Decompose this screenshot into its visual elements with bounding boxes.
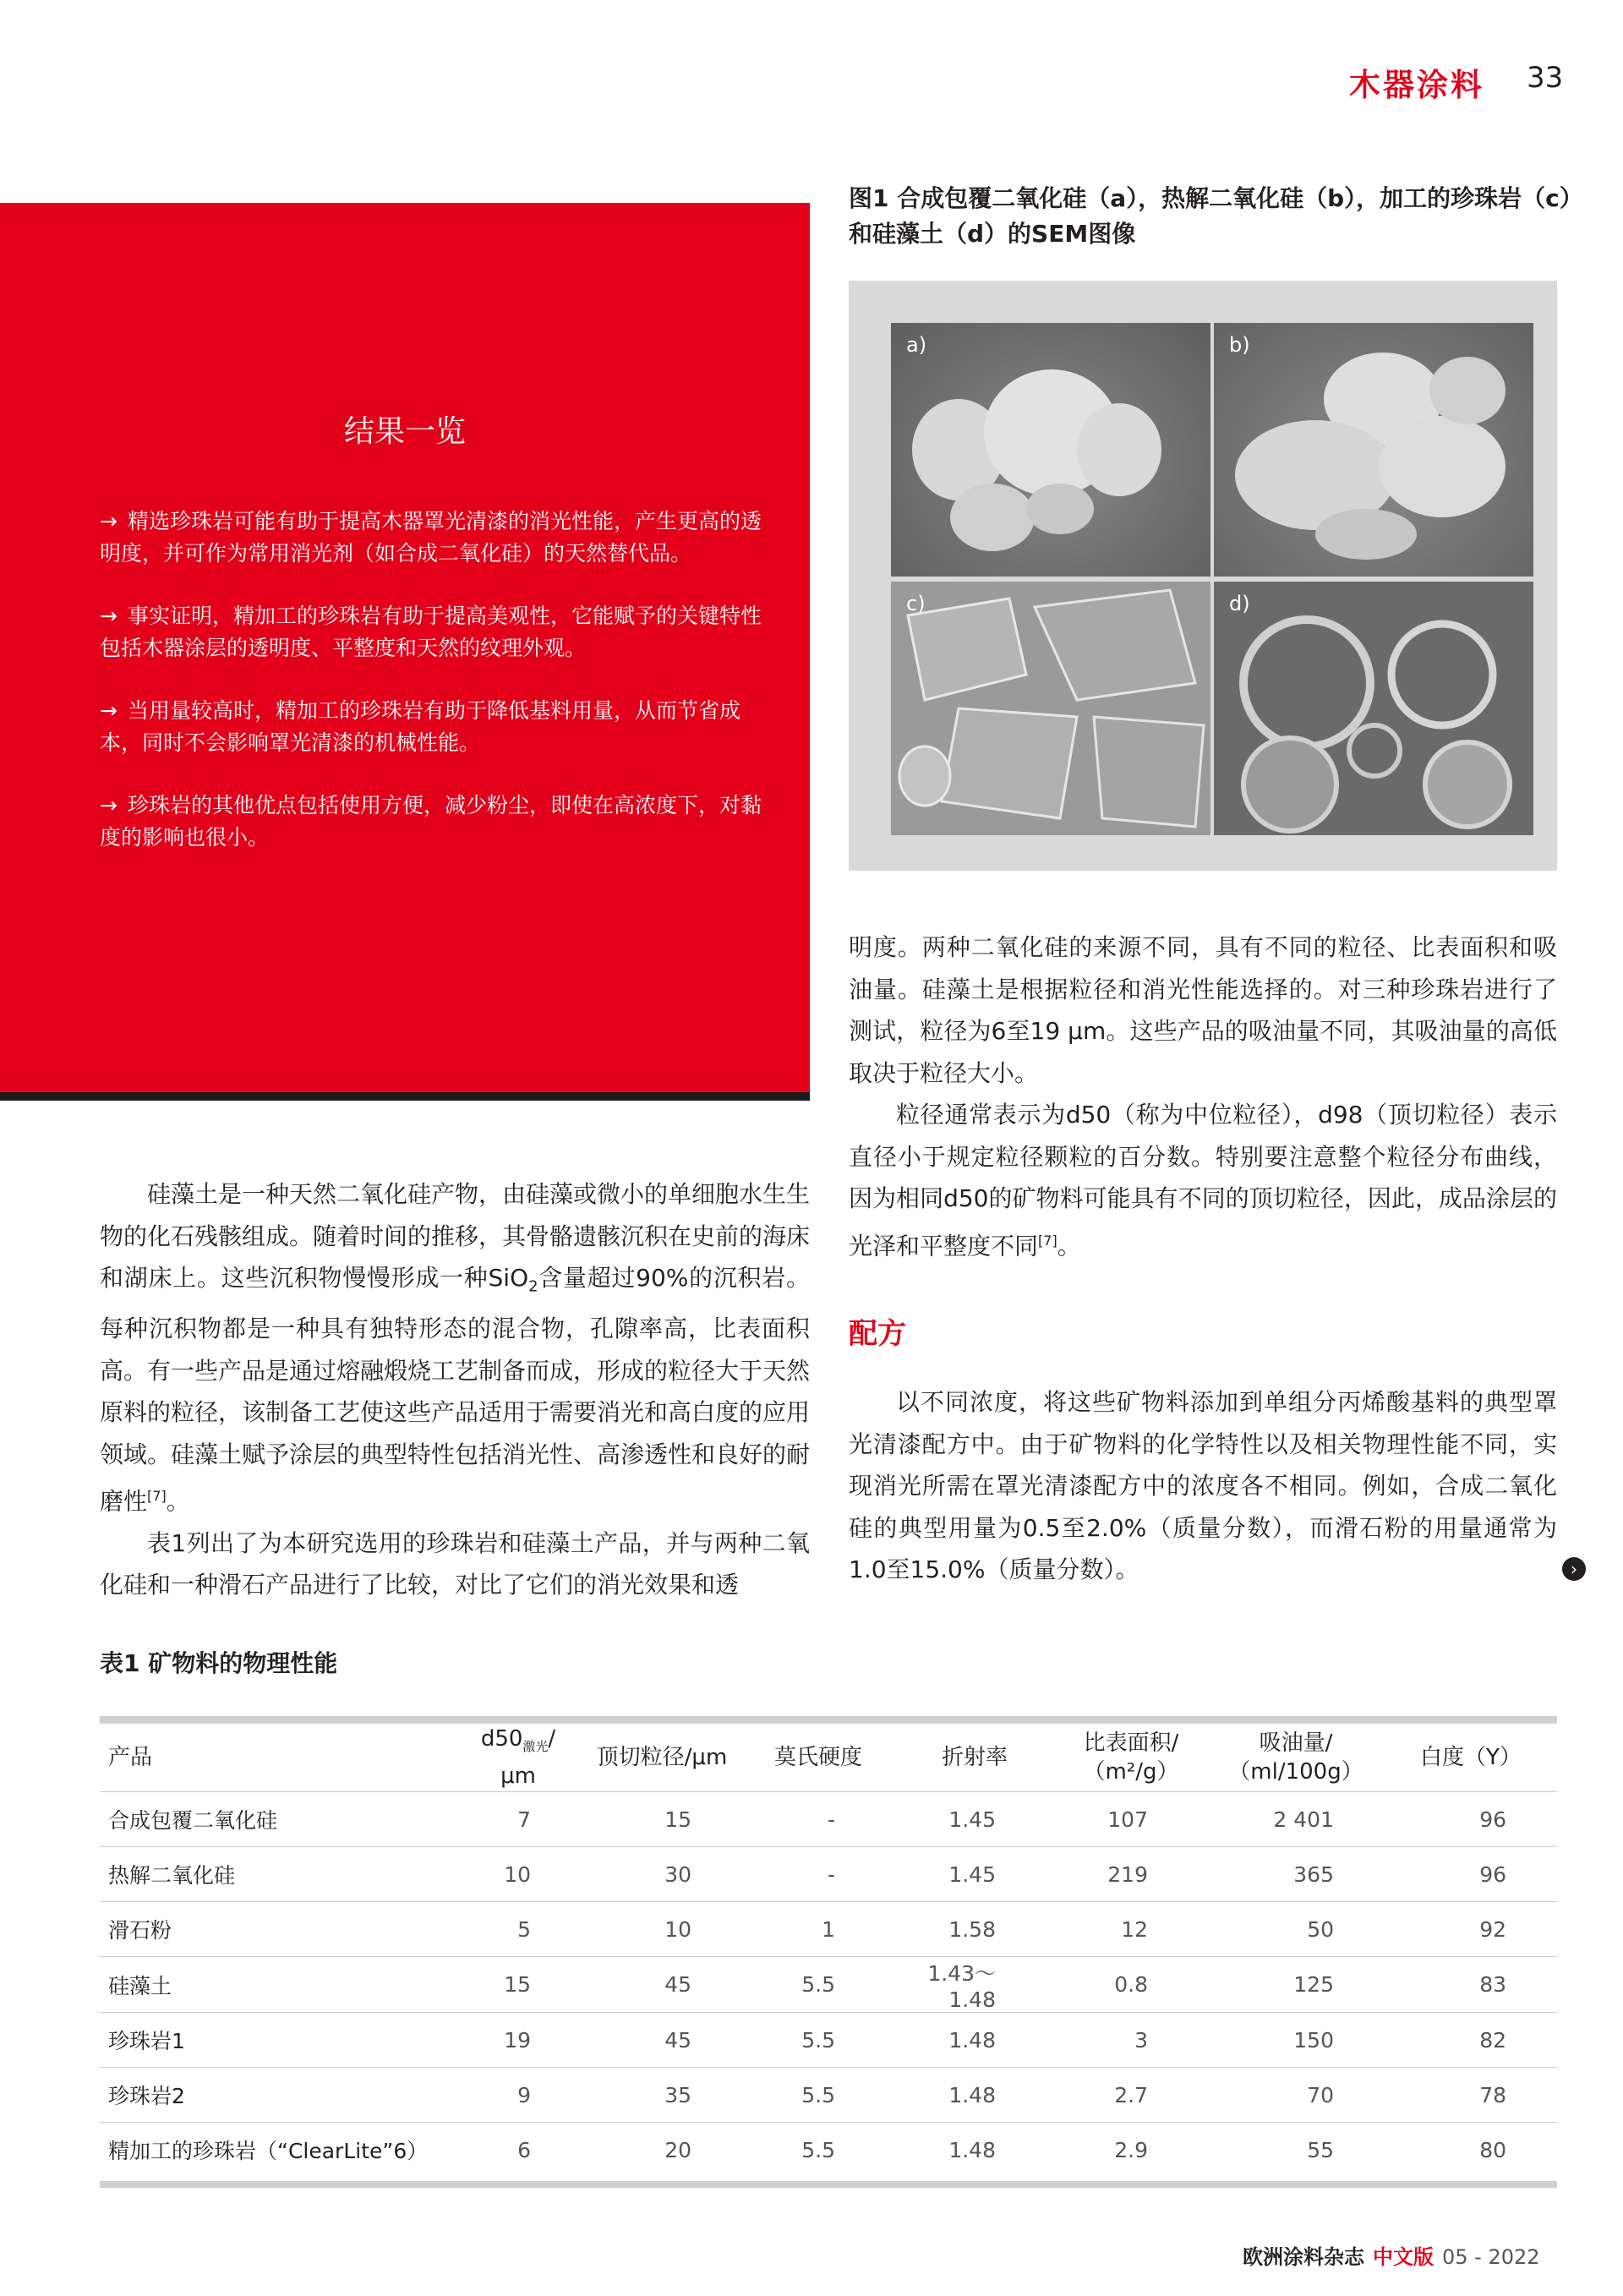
arrow-icon: → bbox=[100, 509, 117, 533]
table-bottom-rule bbox=[100, 2181, 1557, 2188]
body-paragraph: 表1列出了为本研究选用的珍珠岩和硅藻土产品，并与两种二氧化硅和一种滑石产品进行了比较，对比了它们的消光效果和透 bbox=[100, 1528, 810, 1599]
table-cell-oil: 55 bbox=[1207, 2123, 1385, 2178]
arrow-icon: → bbox=[100, 793, 117, 817]
table-cell-oil: 2 401 bbox=[1207, 1792, 1385, 1847]
table-body bbox=[100, 1792, 1557, 2178]
edition-label: 中文版 bbox=[1373, 2245, 1434, 2269]
col-header-whiteness: 白度（Y） bbox=[1385, 1724, 1557, 1792]
sem-particles-a bbox=[891, 323, 1210, 577]
table-cell-ri: 1.45 bbox=[894, 1847, 1055, 1902]
table-cell-name: 珍珠岩2 bbox=[100, 2068, 455, 2123]
arrow-icon: → bbox=[100, 698, 117, 723]
table-cell-oil: 150 bbox=[1207, 2013, 1385, 2068]
table-cell-name: 合成包覆二氧化硅 bbox=[100, 1792, 455, 1847]
col-header-refractive: 折射率 bbox=[894, 1724, 1055, 1792]
table-row bbox=[100, 2123, 1557, 2178]
table-cell-ri: 1.58 bbox=[894, 1902, 1055, 1957]
table-cell-name: 热解二氧化硅 bbox=[100, 1847, 455, 1902]
col-header-product: 产品 bbox=[100, 1724, 455, 1792]
table-cell-white: 82 bbox=[1385, 2013, 1557, 2068]
table-row bbox=[100, 1792, 1557, 1847]
col-header-d50: $d50_{激光}/\mu m$ bbox=[455, 1724, 582, 1792]
col-header-surface-area: 比表面积/ （m²/g） bbox=[1055, 1724, 1207, 1792]
citation: [7] bbox=[147, 1488, 167, 1505]
table-cell-ri: 1.48 bbox=[894, 2123, 1055, 2178]
right-column-text bbox=[849, 927, 1557, 1266]
table-cell-sa: 3 bbox=[1055, 2013, 1207, 2068]
table-cell-hardness: 1 bbox=[742, 1902, 894, 1957]
table-cell-hardness: 5.5 bbox=[742, 1957, 894, 2013]
table-title: 表1 矿物料的物理性能 bbox=[100, 1649, 338, 1677]
summary-item: → 当用量较高时，精加工的珍珠岩有助于降低基料用量，从而节省成本，同时不会影响罩光清漆的机械性能。 bbox=[100, 698, 740, 755]
panel-label-a: a) bbox=[906, 333, 927, 357]
table-cell-white: 96 bbox=[1385, 1847, 1557, 1902]
table-cell-oil: 70 bbox=[1207, 2068, 1385, 2123]
sem-image-c bbox=[891, 582, 1210, 835]
table-cell-hardness: 5.5 bbox=[742, 2123, 894, 2178]
table-cell-sa: 0.8 bbox=[1055, 1957, 1207, 2013]
sem-image-d bbox=[1214, 582, 1533, 835]
table-cell-name: 珍珠岩1 bbox=[100, 2013, 455, 2068]
col-header-oil-absorption: 吸油量/ （ml/100g） bbox=[1207, 1724, 1385, 1792]
table-cell-d50: 10 bbox=[455, 1847, 582, 1902]
summary-item: → 精选珍珠岩可能有助于提高木器罩光清漆的消光性能，产生更高的透明度，并可作为常用消光剂（如合成二氧化硅）的天然替代品。 bbox=[100, 509, 762, 566]
table-cell-topcut: 20 bbox=[582, 2123, 742, 2178]
summary-item: → 事实证明，精加工的珍珠岩有助于提高美观性，它能赋予的关键特性包括木器涂层的透明度、平整度和天然的纹理外观。 bbox=[100, 604, 762, 660]
summary-item: → 珍珠岩的其他优点包括使用方便，减少粉尘，即使在高浓度下，对黏度的影响也很小。 bbox=[100, 793, 762, 850]
table-cell-ri: 1.48 bbox=[894, 2013, 1055, 2068]
table-cell-hardness: - bbox=[742, 1847, 894, 1902]
properties-table bbox=[100, 1724, 1557, 2177]
magazine-name: 欧洲涂料杂志 bbox=[1243, 2245, 1364, 2269]
table-cell-name: 精加工的珍珠岩（“ClearLite”6） bbox=[100, 2123, 455, 2178]
table-cell-oil: 125 bbox=[1207, 1957, 1385, 2013]
panel-label-d: d) bbox=[1229, 592, 1250, 615]
body-paragraph: 以不同浓度，将这些矿物料添加到单组分丙烯酸基料的典型罩光清漆配方中。由于矿物料的化学特性以及相关物理性能不同，实现消光所需在罩光清漆配方中的浓度各不相同。例如，合成二氧化硅的典型用量为0.5至2.0%（质量分数），而滑石粉的用量通常为1.0至15.0%（质量分数）。 bbox=[849, 1388, 1557, 1583]
section-title: 木器涂料 bbox=[1349, 67, 1484, 103]
panel-label-b: b) bbox=[1229, 333, 1250, 357]
col-header-topcut: 顶切粒径/μm bbox=[582, 1724, 742, 1792]
table-cell-sa: 219 bbox=[1055, 1847, 1207, 1902]
table-cell-white: 80 bbox=[1385, 2123, 1557, 2178]
table-cell-sa: 2.9 bbox=[1055, 2123, 1207, 2178]
table-cell-white: 96 bbox=[1385, 1792, 1557, 1847]
table-row bbox=[100, 1957, 1557, 2013]
table-cell-topcut: 45 bbox=[582, 2013, 742, 2068]
body-paragraph: 粒径通常表示为d50（称为中位粒径），d98（顶切粒径）表示直径小于规定粒径颗粒的百分数。特别要注意整个粒径分布曲线，因为相同d50的矿物料可能具有不同的顶切粒径，因此，成品涂层的光泽和平整度不同[7]。 bbox=[849, 1101, 1557, 1260]
table-cell-topcut: 30 bbox=[582, 1847, 742, 1902]
table-cell-topcut: 15 bbox=[582, 1792, 742, 1847]
table-cell-hardness: - bbox=[742, 1792, 894, 1847]
table-cell-d50: 9 bbox=[455, 2068, 582, 2123]
table-cell-ri: 1.45 bbox=[894, 1792, 1055, 1847]
col-header-hardness: 莫氏硬度 bbox=[742, 1724, 894, 1792]
body-paragraph: 明度。两种二氧化硅的来源不同，具有不同的粒径、比表面积和吸油量。硅藻土是根据粒径和消光性能选择的。对三种珍珠岩进行了测试，粒径为6至19 μm。这些产品的吸油量不同，其吸油量的高低取决于粒径大小。 bbox=[849, 933, 1557, 1087]
issue-number: 05 - 2022 bbox=[1442, 2245, 1540, 2269]
sem-particles-d bbox=[1214, 582, 1533, 835]
table-cell-d50: 15 bbox=[455, 1957, 582, 2013]
table-cell-topcut: 45 bbox=[582, 1957, 742, 2013]
table-cell-white: 83 bbox=[1385, 1957, 1557, 2013]
table-cell-d50: 19 bbox=[455, 2013, 582, 2068]
table-cell-d50: 7 bbox=[455, 1792, 582, 1847]
table-cell-name: 滑石粉 bbox=[100, 1902, 455, 1957]
page-number: 33 bbox=[1527, 61, 1564, 95]
table-cell-d50: 5 bbox=[455, 1902, 582, 1957]
table-cell-d50: 6 bbox=[455, 2123, 582, 2178]
body-paragraph: 硅藻土是一种天然二氧化硅产物，由硅藻或微小的单细胞水生生物的化石残骸组成。随着时间的推移，其骨骼遗骸沉积在史前的海床和湖床上。这些沉积物慢慢形成一种SiO$_2$含量超过90%的沉积岩。每种沉积物都是一种具有独特形态的混合物，孔隙率高，比表面积高。有一些产品是通过熔融煅烧工艺制备而成，形成的粒径大于天然原料的粒径，该制备工艺使这些产品适用于需要消光和高白度的应用领域。硅藻土赋予涂层的典型特性包括消光性、高渗透性和良好的耐磨性[7]。 bbox=[100, 1180, 811, 1516]
table-cell-oil: 365 bbox=[1207, 1847, 1385, 1902]
figure-caption: 图1 合成包覆二氧化硅（a），热解二氧化硅（b），加工的珍珠岩（c）和硅藻土（d）的SEM图像 bbox=[849, 184, 1571, 248]
sem-image-b bbox=[1214, 323, 1533, 577]
table-cell-topcut: 35 bbox=[582, 2068, 742, 2123]
table-cell-hardness: 5.5 bbox=[742, 2068, 894, 2123]
table-cell-sa: 107 bbox=[1055, 1792, 1207, 1847]
summary-divider bbox=[0, 1092, 810, 1101]
table-row bbox=[100, 2068, 1557, 2123]
table-row bbox=[100, 2013, 1557, 2068]
table-cell-sa: 12 bbox=[1055, 1902, 1207, 1957]
sem-image-a bbox=[891, 323, 1210, 577]
table-cell-white: 92 bbox=[1385, 1902, 1557, 1957]
sem-particles-c bbox=[891, 582, 1210, 835]
summary-title: 结果一览 bbox=[343, 414, 466, 449]
section-heading: 配方 bbox=[849, 1317, 906, 1351]
table-cell-ri: 1.48 bbox=[894, 2068, 1055, 2123]
sem-particles-b bbox=[1214, 323, 1533, 577]
footer bbox=[1243, 2240, 1540, 2270]
chevron-right-icon: › bbox=[1562, 1557, 1586, 1581]
table-cell-hardness: 5.5 bbox=[742, 2013, 894, 2068]
table-top-rule bbox=[100, 1716, 1557, 1724]
table-cell-topcut: 10 bbox=[582, 1902, 742, 1957]
table-header-row bbox=[100, 1724, 1557, 1792]
panel-label-c: c) bbox=[906, 592, 926, 615]
table-cell-white: 78 bbox=[1385, 2068, 1557, 2123]
table-row bbox=[100, 1847, 1557, 1902]
arrow-icon: → bbox=[100, 604, 117, 628]
table-cell-ri: 1.43～1.48 bbox=[894, 1957, 1055, 2013]
citation: [7] bbox=[1038, 1232, 1057, 1249]
table-cell-name: 硅藻土 bbox=[100, 1957, 455, 2013]
left-column-text bbox=[100, 1173, 810, 1606]
table-row bbox=[100, 1902, 1557, 1957]
table-cell-sa: 2.7 bbox=[1055, 2068, 1207, 2123]
table-cell-oil: 50 bbox=[1207, 1902, 1385, 1957]
